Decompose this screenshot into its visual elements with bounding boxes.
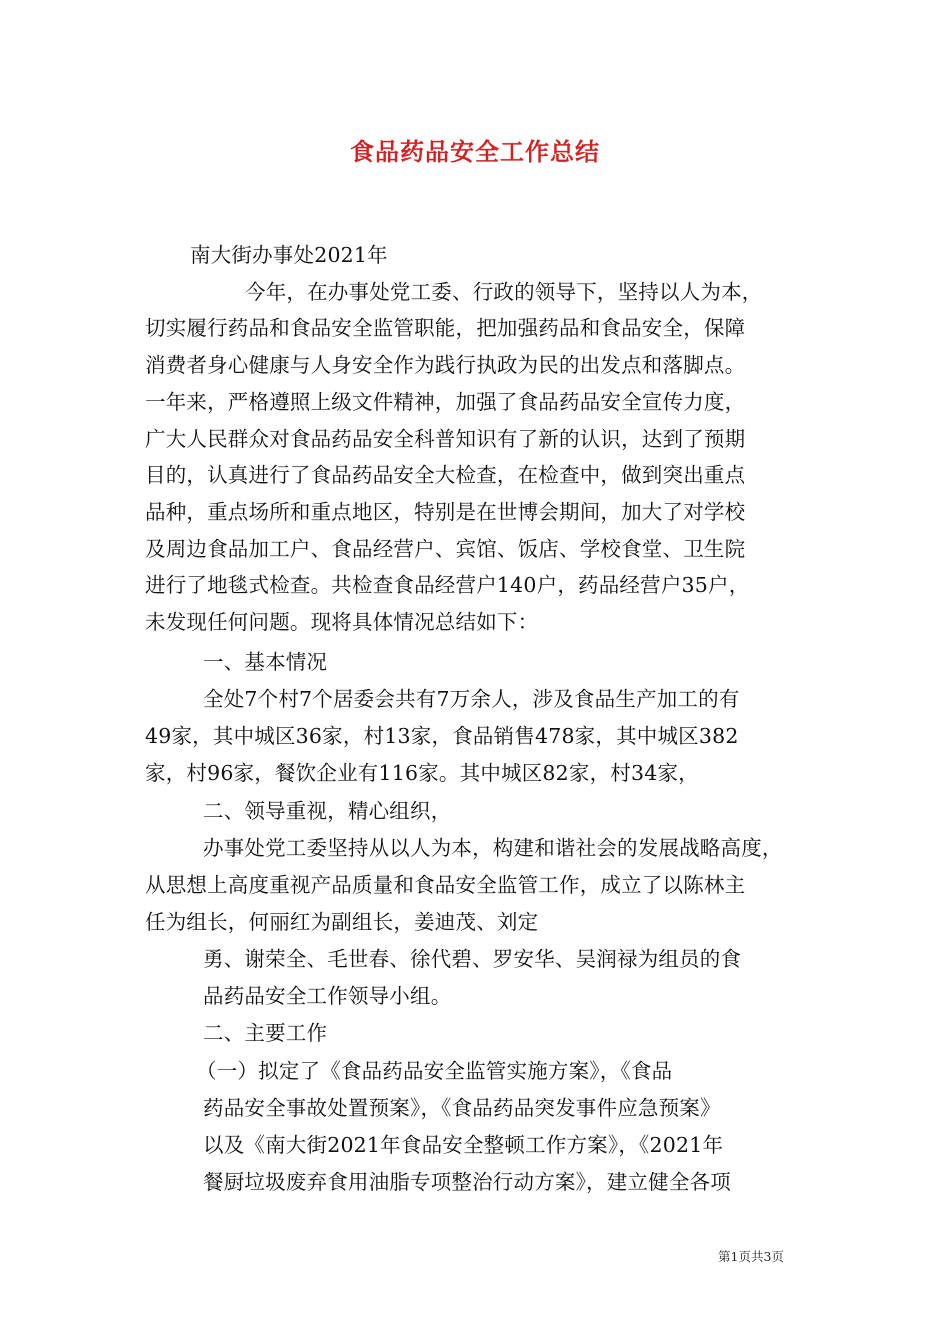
page-number: 第1页共3页 [718,1249,784,1264]
text-line: 进行了地毯式检查。共检查食品经营户140户，药品经营户35户， [145,573,750,597]
text-line: 切实履行药品和食品安全监管职能，把加强药品和食品安全，保障 [145,316,746,340]
text-line: 南大街办事处2021年 [190,243,388,267]
section-heading: 二、领导重视，精心组织， [203,799,452,823]
text-line: 从思想上高度重视产品质量和食品安全监管工作，成立了以陈林主 [145,873,746,897]
text-line: 49家，其中城区36家，村13家，食品销售478家，其中城区382 [145,724,739,748]
text-line: 目的，认真进行了食品药品安全大检查，在检查中，做到突出重点 [145,463,746,487]
text-line: 品种，重点场所和重点地区，特别是在世博会期间，加大了对学校 [145,500,746,524]
document-title: 食品药品安全工作总结 [350,137,600,166]
text-line: 全处7个村7个居委会共有7万余人，涉及食品生产加工的有 [203,687,740,711]
section-heading: 二、主要工作 [203,1021,328,1045]
text-line: 任为组长，何丽红为副组长，姜迪茂、刘定 [145,910,539,934]
text-line: 餐厨垃圾废弃食用油脂专项整治行动方案》，建立健全各项 [203,1170,731,1194]
text-line: 广大人民群众对食品药品安全科普知识有了新的认识，达到了预期 [145,427,746,451]
text-line: 今年，在办事处党工委、行政的领导下，坚持以人为本， [245,280,763,304]
text-line: 家，村96家，餐饮企业有116家。其中城区82家，村34家， [145,761,699,785]
text-line: 及周边食品加工户、食品经营户、宾馆、饭店、学校食堂、卫生院 [145,537,746,561]
text-line: 办事处党工委坚持从以人为本，构建和谐社会的发展战略高度， [203,836,783,860]
text-line: 以及《南大街2021年食品安全整顿工作方案》，《2021年 [203,1133,724,1157]
text-line: 药品安全事故处置预案》，《食品药品突发事件应急预案》 [203,1096,721,1120]
section-heading: 一、基本情况 [203,650,328,674]
text-line: 一年来，严格遵照上级文件精神，加强了食品药品安全宣传力度， [145,390,746,414]
text-line: 消费者身心健康与人身安全作为践行执政为民的出发点和落脚点。 [145,353,746,377]
text-line: 未发现任何问题。现将具体情况总结如下： [145,610,539,634]
text-line: 品药品安全工作领导小组。 [203,984,452,1008]
text-line: 勇、谢荣全、毛世春、徐代碧、罗安华、吴润禄为组员的食 [203,947,742,971]
text-line: （一）拟定了《食品药品安全监管实施方案》，《食品 [196,1059,673,1083]
